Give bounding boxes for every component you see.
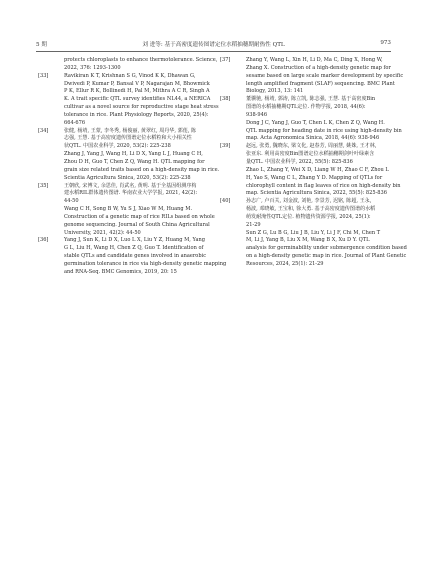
reference-line: Scientia Agricultura Sinica, 2020, 53(2): 225-238 [64, 174, 191, 181]
reference-line: H, Yao S, Wang C L, Zhang Y D. Mapping of QTLs for [246, 174, 383, 181]
reference-text [64, 182, 215, 238]
reference-line: 赵远, 张勇, 魏晓东, 梁文化, 赵春芳, 周丽慧, 姚姝, 王才林, [246, 143, 377, 150]
reference-text [64, 237, 227, 276]
reference-line: K. A trait specific QTL survey identifies NL44, a NERICA [64, 96, 211, 103]
reference-number: [36] [38, 237, 49, 244]
reference-number: [38] [220, 96, 231, 103]
reference-line: M, Li J, Yang B, Liu X M, Wang B X, Xu D Y. QTL [246, 237, 370, 244]
reference-line: 2022, 376: 1293-1300 [64, 64, 121, 71]
reference-line: 张亚东. 利用高密度Bin图谱定位水稻抽穗期剑叶叶绿素含 [246, 151, 375, 158]
reference-line: Construction of a genetic map of rice RILs based on whole [64, 213, 215, 220]
reference-entry [220, 143, 401, 198]
reference-line: 状QTL. 中国农业科学, 2020, 53(2): 225-238 [64, 143, 171, 150]
reference-line: and RNA-Seq. BMC Genomics, 2019, 20: 15 [64, 268, 177, 275]
reference-line: sesame based on large scale marker development by specific [246, 72, 404, 79]
reference-line: 建水稻RIL群体遗传图谱. 华南农业大学学报, 2021, 42(2): [64, 190, 198, 197]
reference-line: tolerance in rice. Plant Physiology Reports, 2020, 25(4): [64, 111, 209, 118]
reference-text [246, 143, 401, 198]
reference-entry [38, 127, 220, 183]
reference-column-right [220, 57, 407, 269]
reference-line: stable QTLs and candidate genes involved in anaerobic [64, 253, 207, 260]
reference-line: University, 2021, 42(2): 44-50 [64, 229, 141, 236]
reference-entry [38, 182, 215, 238]
running-title: 刘 进等: 基于高密度遗传图谱定位水稻抽穗期耐热性 QTL [142, 42, 285, 48]
reference-line: Zhang Y, Wang L, Xin H, Li D, Ma C, Ding X, Hong W, [246, 57, 383, 63]
reference-entry [38, 237, 227, 276]
reference-text [246, 57, 404, 96]
reference-entry [38, 57, 218, 73]
reference-line: 图谱的水稻抽穗期QTL定位. 作物学报, 2018, 44(6): [246, 104, 366, 111]
reference-line: 44-50 [64, 198, 79, 205]
reference-line: grain size related traits based on a high-density map in rice. [64, 166, 220, 173]
reference-line: 21-29 [246, 221, 261, 228]
reference-line: G L, Liu H, Wang H, Chen Z Q, Guo T. Identification of [64, 245, 204, 252]
reference-line: 董骥驰, 杨靖, 郭涛, 陈立凯, 陈志强, 王慧. 基于高密度Bin [246, 96, 376, 103]
reference-line: Zhou D H, Guo T, Chen Z Q, Wang H. QTL mapping for [64, 158, 205, 165]
reference-line: 孙志广, 卢百关, 刘金波, 刘艳, 李景芳, 迟铭, 陈超, 王永, [246, 198, 372, 205]
reference-number: [34] [38, 127, 49, 134]
reference-line: on a high-density genetic map in rice. Journal of Plant Genetic [246, 253, 407, 260]
reference-line: QTL mapping for heading date in rice using high-density bin [246, 127, 402, 134]
reference-line: 664-676 [64, 119, 86, 126]
reference-line: Ravikiran K T, Krishnan S G, Vinod K K, Dhawan G, [64, 72, 196, 79]
reference-number: [39] [220, 143, 231, 150]
issue-label: 5 期 [36, 42, 47, 48]
reference-line: Sun Z G, Lu B G, Liu J B, Liu Y, Li J F, Chi M, Chen T [246, 229, 381, 236]
reference-line: P K, Ellur R K, Bollinedi H, Pal M, Mithra A C R, Singh A [64, 88, 210, 95]
reference-line: analysis for germinability under submergence condition based [246, 245, 407, 252]
reference-line: Dwivedi P, Kumar P, Bansal V P, Nagarajan M, Bhowmick [64, 80, 210, 87]
reference-line: Biology, 2013, 13: 141 [246, 88, 304, 95]
reference-line: map. Acta Agronomica Sinica, 2018, 44(6): 938-946 [246, 135, 380, 142]
reference-line: 938-946 [246, 111, 268, 118]
reference-text [246, 96, 402, 143]
reference-line: germination tolerance in rice via high-density genetic mapping [64, 260, 227, 267]
reference-line: Wang C H, Song B W, Yu S J, Xiao W M, Huang M. [64, 206, 193, 213]
reference-line: map. Scientia Agricultura Sinica, 2022, 55(5): 825-836 [246, 190, 387, 197]
reference-line: Dong J C, Yang J, Guo T, Chen L K, Chen Z Q, Wang H. [246, 119, 385, 126]
reference-text [64, 57, 218, 73]
reference-line: 王朝欣, 宋博文, 余思佳, 肖武名, 黄明. 基于全基因组测序构 [64, 182, 197, 189]
reference-line: Zhang X. Construction of a high-density genetic map for [246, 64, 391, 71]
page-number: 973 [380, 40, 391, 46]
reference-entry [220, 96, 402, 143]
reference-line: Zhao L, Zhang Y, Wei X D, Liang W H, Zhao C F, Zhou L [246, 166, 389, 173]
reference-entry [220, 57, 404, 96]
reference-line: 志强, 王慧. 基于高密度遗传图谱定位水稻粒和大小相关性 [64, 135, 192, 142]
reference-number: [33] [38, 72, 49, 79]
reference-line: Yang J, Sun K, Li D X, Luo L X, Liu Y Z, Huang M, Yang [64, 237, 206, 244]
reference-text [64, 72, 219, 128]
reference-number: [40] [220, 198, 231, 205]
reference-line: chlorophyll content in flag leaves of rice on high-density bin [246, 182, 401, 189]
reference-text [64, 127, 220, 183]
reference-line: 杨波, 邓晓敏, 王宝和, 徐大勇. 基于高密度遗传图谱的水稻 [246, 206, 376, 213]
reference-line: 量QTL. 中国农业科学, 2022, 55(5): 825-836 [246, 158, 353, 165]
header-rule [36, 51, 391, 52]
reference-text [246, 198, 407, 269]
reference-line: cultivar as a novel source for reproductive stage heat stress [64, 104, 219, 111]
reference-line: length amplified fragment (SLAF) sequencing. BMC Plant [246, 80, 395, 87]
reference-line: 张健, 杨靖, 王蒙, 李冬秀, 杨俊丽, 黄翠红, 周丹华, 郭莲, 陈 [64, 127, 197, 134]
reference-line: Zhang J, Yang J, Wang H, Li D X, Yang L J, Huang C H, [64, 151, 203, 158]
reference-number: [37] [220, 57, 231, 63]
reference-entry [38, 72, 219, 128]
reference-number: [35] [38, 182, 49, 189]
reference-entry [220, 198, 407, 269]
reference-line: 萌发耐淹性QTL定位. 植物遗传资源学报, 2024, 25(1): [246, 213, 371, 220]
reference-line: protects chloroplasts to enhance thermotolerance. Science, [64, 57, 218, 63]
reference-line: Resources, 2024, 25(1): 21-29 [246, 260, 324, 267]
reference-line: genome sequencing. Journal of South China Agricultural [64, 221, 210, 228]
